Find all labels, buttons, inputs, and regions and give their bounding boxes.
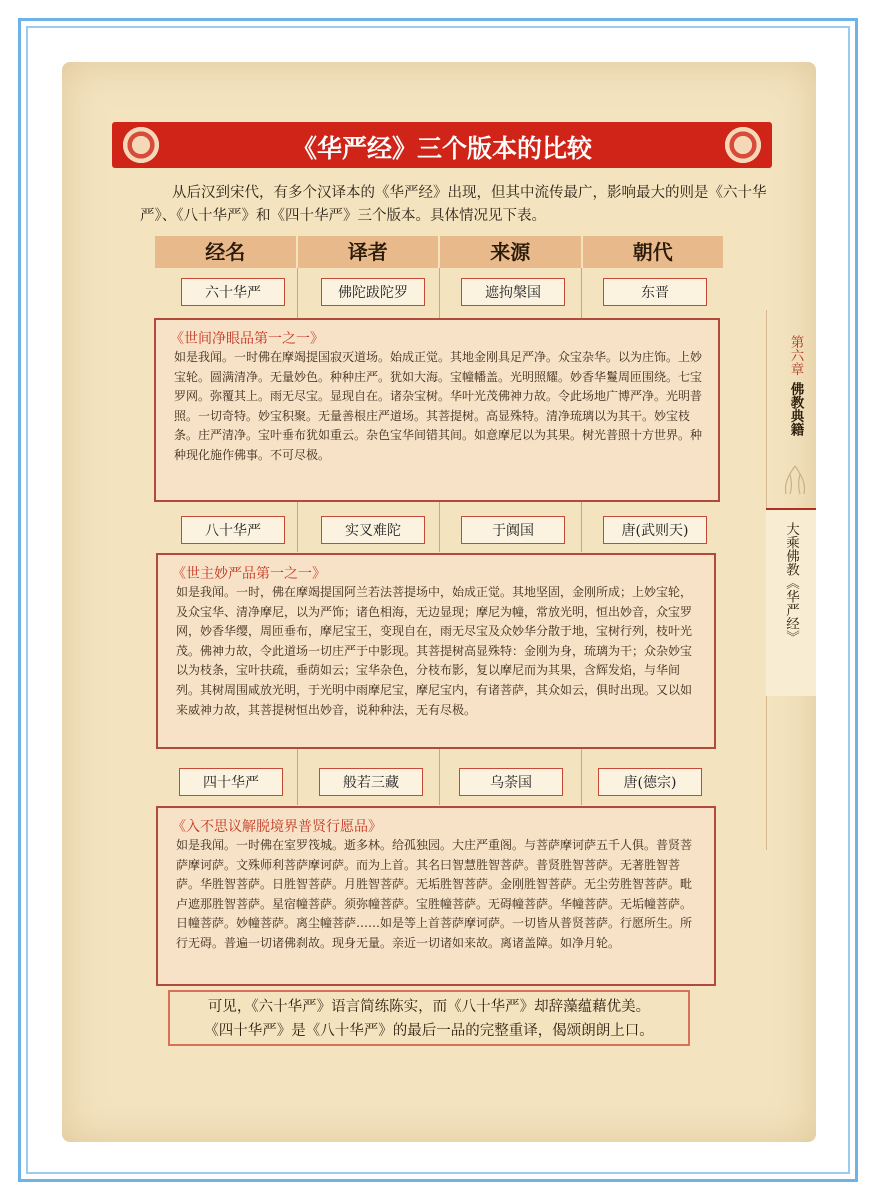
excerpt-box (156, 806, 716, 986)
cell-origin: 遮拘槃国 (461, 278, 565, 306)
cell-origin: 乌荼国 (459, 768, 563, 796)
hands-ornament-icon (778, 462, 812, 498)
sidebar-chapter (774, 335, 816, 436)
intro-paragraph: 从后汉到宋代，有多个汉译本的《华严经》出现，但其中流传最广，影响最大的则是《六十华严》、《八十华严》和《四十华严》三个版本。具体情况见下表。 (140, 185, 767, 224)
excerpt-text: 如是我闻。一时佛在摩竭提国寂灭道场。始成正觉。其地金刚具足严净。众宝杂华。以为庄饰。上妙宝轮。圆满清净。无量妙色。种种庄严。犹如大海。宝幢幡盖。光明照耀。妙香华鬘周匝围绕。七宝罗网。弥覆其上。雨无尽宝。显现自在。诸杂宝树。华叶光茂佛神力故。令此场地广博严净。光明普照。一切奇特。妙宝积聚。无量善根庄严道场。其菩提树。高显殊特。清净琉璃以为其干。妙宝枝条。庄严清净。宝叶垂布犹如重云。杂色宝华间错其间。如意摩尼以为其果。树光普照十方世界。种种现化施作佛事。不可尽极。 (174, 350, 703, 462)
column-divider (297, 502, 298, 552)
table-header (155, 236, 723, 268)
column-divider (439, 268, 440, 318)
cell-sutra-name: 四十华严 (179, 768, 283, 796)
conclusion-box (168, 990, 690, 1046)
chapter-number: 第六章 (787, 335, 804, 376)
cell-translator: 般若三藏 (319, 768, 423, 796)
title-banner (112, 122, 772, 168)
header-origin: 来源 (440, 236, 583, 268)
column-divider (581, 749, 582, 805)
column-divider (439, 749, 440, 805)
excerpt-title: 《入不思议解脱境界普贤行愿品》 (172, 819, 382, 835)
conclusion-line-2: 《四十华严》是《八十华严》的最后一品的完整重译，偈颂朗朗上口。 (204, 1023, 654, 1039)
conclusion-line-1: 可见，《六十华严》语言简练陈实，而《八十华严》却辞藻蕴藉优美。 (207, 999, 651, 1015)
excerpt-box (154, 318, 720, 502)
cell-translator: 佛陀跋陀罗 (321, 278, 425, 306)
excerpt-title: 《世主妙严品第一之一》 (172, 566, 326, 582)
cell-sutra-name: 八十华严 (181, 516, 285, 544)
column-divider (581, 502, 582, 552)
cell-dynasty: 东晋 (603, 278, 707, 306)
cell-sutra-name: 六十华严 (181, 278, 285, 306)
section-title: 大乘佛教《华严经》 (783, 522, 799, 644)
column-divider (439, 502, 440, 552)
column-divider (297, 268, 298, 318)
cell-origin: 于阗国 (461, 516, 565, 544)
sidebar-section-tab (766, 510, 816, 696)
header-dynasty: 朝代 (632, 240, 673, 264)
cell-translator: 实叉难陀 (321, 516, 425, 544)
excerpt-text: 如是我闻。一时佛在室罗筏城。逝多林。给孤独园。大庄严重阁。与菩萨摩诃萨五千人俱。普贤菩萨摩诃萨。文殊师利菩萨摩诃萨。而为上首。其名曰智慧胜智菩萨。普贤胜智菩萨。无著胜智菩萨。华胜智菩萨。日胜智菩萨。月胜智菩萨。无垢胜智菩萨。金刚胜智菩萨。无尘劳胜智菩萨。毗卢遮那胜智菩萨。星宿幢菩萨。须弥幢菩萨。宝胜幢菩萨。无碍幢菩萨。华幢菩萨。无垢幢菩萨。日幢菩萨。妙幢菩萨。离尘幢菩萨……如是等上首菩萨摩诃萨。一切皆从普贤菩萨。行愿所生。所行无碍。普遍一切诸佛刹故。现身无量。亲近一切诸如来故。离诸盖障。如净月轮。 (176, 838, 693, 950)
page-title: 《华严经》三个版本的比较 (291, 134, 592, 163)
header-sutra-name: 经名 (155, 236, 298, 268)
column-divider (581, 268, 582, 318)
chapter-title: 佛教典籍 (787, 381, 804, 436)
column-divider (297, 749, 298, 805)
cell-dynasty: 唐(武则天) (603, 516, 707, 544)
header-translator: 译者 (298, 236, 441, 268)
cell-dynasty: 唐(德宗) (598, 768, 702, 796)
excerpt-box (156, 553, 716, 749)
excerpt-text: 如是我闻。一时，佛在摩竭提国阿兰若法菩提场中，始成正觉。其地坚固，金刚所成；上妙宝轮，及众宝华、清净摩尼，以为严饰；诸色相海，无边显现；摩尼为幢，常放光明，恒出妙音，众宝罗网，妙香华缨，周匝垂布，摩尼宝王，变现自在，雨无尽宝及众妙华分散于地，宝树行列，枝叶光茂。佛神力故，令此道场一切庄严于中影现。其菩提树高显殊特：金刚为身，琉璃为干；众杂妙宝以为枝条，宝叶扶疏，垂荫如云；宝华杂色，分枝布影，复以摩尼而为其果，含辉发焰，与华间列。其树周围咸放光明，于光明中雨摩尼宝，摩尼宝内，有诸菩萨，其众如云，俱时出现。又以如来威神力故，其菩提树恒出妙音，说种种法，无有尽极。 (176, 585, 693, 717)
excerpt-title: 《世间净眼品第一之一》 (170, 331, 324, 347)
